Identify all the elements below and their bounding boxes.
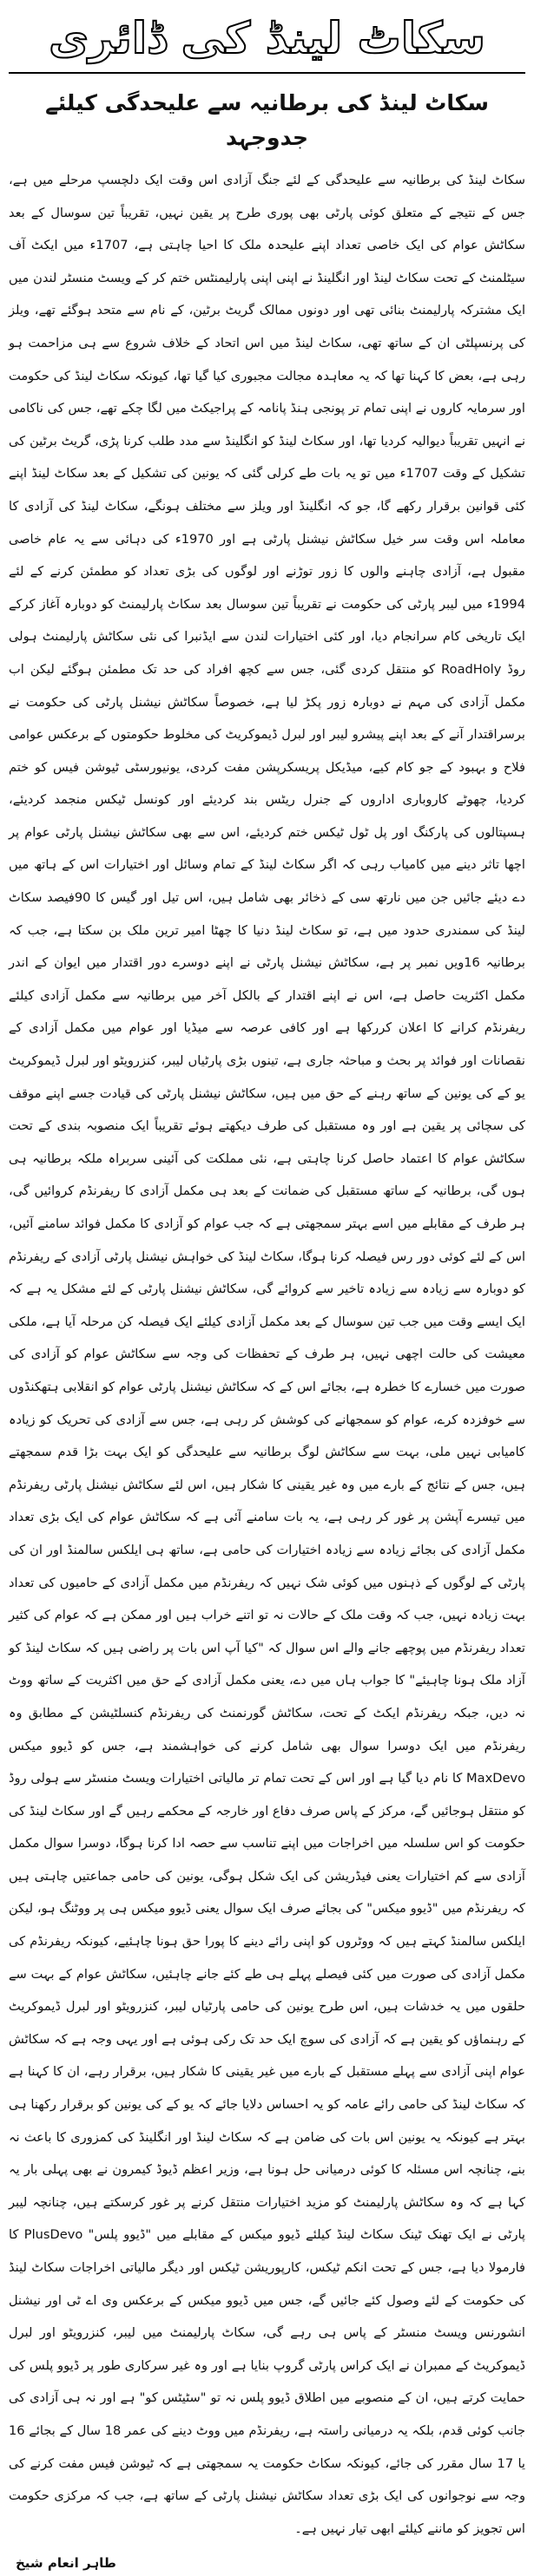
article-body xyxy=(9,164,525,2545)
page xyxy=(0,7,534,2572)
masthead xyxy=(9,7,525,74)
author-byline: طاہر انعام شیخ xyxy=(16,2555,116,2572)
masthead-title: سکاٹ لینڈ کی ڈائری xyxy=(49,13,485,63)
article-headline: سکاٹ لینڈ کی برطانیہ سے علیحدگی کیلئے جدوجہد xyxy=(45,90,489,150)
article-paragraph: سکاٹ لینڈ کی برطانیہ سے علیحدگی کے لئے جنگ آزادی اس وقت ایک دلچسپ مرحلے میں ہے، جس کے نتیجے کے متعلق کوئی پارٹی بھی پوری طرح پر یقین نہیں، تقریباً تین سوسال کے بعد سکاٹش عوام کی ایک خاصی تعداد اپنے علیحدہ ملک کا احیا چاہتی ہے، 1707ء میں ایکٹ آف سیٹلمنٹ کے تحت سکاٹ لینڈ اور انگلینڈ نے اپنی اپنی پارلیمنٹس ختم کر کے ویسٹ منسٹر لندن میں ایک مشترکہ پارلیمنٹ بنائی تھی اور دونوں ممالک گریٹ برٹین، کے نام سے متحد ہوگئے تھے، ویلز کی پرنسپلٹی ان کے ساتھ تھی، سکاٹ لینڈ میں اس اتحاد کے خلاف شروع سے ہی مزاحمت ہو رہی ہے، بعض کا کہنا تھا کہ یہ معاہدہ مجالت مجبوری کیا گیا تھا، کیونکہ سکاٹ لینڈ کی حکومت اور سرمایہ کاروں نے اپنی تمام تر پونجی ہنڈ پانامہ کے پراجیکٹ میں لگا چکے تھے، جس کی ناکامی نے انہیں تقریباً دیوالیہ کردیا تھا، اور سکاٹ لینڈ کو انگلینڈ سے مدد طلب کرنا پڑی، گریٹ برٹین کی تشکیل کے وقت 1707ء میں تو یہ بات طے کرلی گئی کہ یونین کی تشکیل کے بعد سکاٹ لینڈ اپنے کئی قوانین برقرار رکھے گا، جو کہ انگلینڈ اور ویلز سے مختلف ہونگے، سکاٹ لینڈ کی آزادی کا معاملہ اس وقت سر خیل سکاٹش نیشنل پارٹی ہے اور 1970ء کی دہائی سے یہ عام خاصی مقبول ہے، آزادی چاہنے والوں کا زور توڑنے اور لوگوں کی بڑی تعداد کو مطمئن کرنے کے لئے 1994ء میں لیبر پارٹی کی حکومت نے تقریباً تین سوسال بعد سکاٹ پارلیمنٹ کو دوبارہ آغاز کرکے ایک تاریخی کام سرانجام دیا، اور کئی اختیارات لندن سے ایڈنبرا کی نئی سکاٹش پارلیمنٹ ہولی روڈ RoadHoly کو منتقل کردی گئی، جس سے کچھ افراد کی حد تک مطمئن ہوگئے لیکن اب مکمل آزادی کی مہم نے دوبارہ زور پکڑ لیا ہے، خصوصاً سکاٹش نیشنل پارٹی کی حکومت نے برسراقتدار آنے کے بعد اپنے پیشرو لیبر اور لبرل ڈیموکریٹ کی مخلوط حکومتوں کے برعکس عوامی فلاح و بہبود کے جو کام کیے، میڈیکل پریسکرپشن مفت کردی، یونیورسٹی ٹیوشن فیس کو ختم کردیا، چھوٹے کاروباری اداروں کے جنرل ریٹس بند کردیئے اور کونسل ٹیکس منجمد کردیئے، ہسپتالوں کی پارکنگ اور پل ٹول ٹیکس ختم کردیئے، اس سے بھی سکاٹش نیشنل پارٹی عوام پر اچھا تاثر دینے میں کامیاب رہی کہ اگر سکاٹ لینڈ کے تمام وسائل اور اختیارات اس کے ہاتھ میں دے دیئے جائیں جن میں نارتھ سی کے ذخائر بھی شامل ہیں، اس تیل اور گیس کا 90فیصد سکاٹ لینڈ کی سمندری حدود میں ہے، تو سکاٹ لینڈ دنیا کا چھٹا امیر ترین ملک بن سکتا ہے، جب کہ برطانیہ 16ویں نمبر پر ہے، سکاٹش نیشنل پارٹی نے اپنے دوسرے دور اقتدار میں ایوان کے اندر مکمل اکثریت حاصل ہے، اس نے اپنے اقتدار کے بالکل آخر میں برطانیہ سے مکمل آزادی کیلئے ریفرنڈم کرانے کا اعلان کررکھا ہے اور کافی عرصہ سے میڈیا اور عوام میں مکمل آزادی کے نقصانات اور فوائد پر بحث و مباحثہ جاری ہے، تینوں بڑی پارٹیاں لیبر، کنزرویٹو اور لبرل ڈیموکریٹ یو کے کی یونین کے ساتھ رہنے کے حق میں ہیں، سکاٹش نیشنل پارٹی کی قیادت جسے اپنے موقف کی سچائی پر یقین ہے اور وہ مستقبل کی طرف دیکھتے ہوئے تقریباً ایک منصوبہ بندی کے تحت سکاٹش عوام کا اعتماد حاصل کرنا چاہتی ہے، نئی مملکت کی آئینی سربراہ ملکہ برطانیہ ہی ہوں گی، برطانیہ کے ساتھ مستقبل کی ضمانت کے بعد ہی مکمل آزادی کا ریفرنڈم کروائیں گی، ہر طرف کے مقابلے میں اسے بہتر سمجھتی ہے کہ جب عوام کو آزادی کا مکمل فوائد سامنے آئیں، اس کے لئے کوئی دور رس فیصلہ کرنا ہوگا، سکاٹ لینڈ کی خواہش نیشنل پارٹی آزادی کے ریفرنڈم کو دوبارہ سے زیادہ سے زیادہ تاخیر سے کروائے گی، سکاٹش نیشنل پارٹی کے لئے مشکل یہ ہے کہ ایک ایسے وقت میں جب تین سوسال کے بعد مکمل آزادی کیلئے ایک فیصلہ کن مرحلہ آیا ہے، ملکی معیشت کی حالت اچھی نہیں، ہر طرف کے تحفظات کی وجہ سے سکاٹش عوام کو آزادی کی صورت میں خسارے کا خطرہ ہے، بجائے اس کے کہ سکاٹش نیشنل پارٹی عوام کو انقلابی ہتھکنڈوں سے خوفزدہ کرے، عوام کو سمجھانے کی کوشش کر رہی ہے، جس سے آزادی کی تحریک کو زیادہ کامیابی نہیں ملی، بہت سے سکاٹش لوگ برطانیہ سے علیحدگی کو ایک بہت بڑا قدم سمجھتے ہیں، جس کے نتائج کے بارے میں وہ غیر یقینی کا شکار ہیں، اس لئے سکاٹش نیشنل پارٹی ریفرنڈم میں تیسرے آپشن پر غور کر رہی ہے، یہ بات سامنے آئی ہے کہ سکاٹش عوام کی ایک بڑی تعداد مکمل آزادی کی بجائے زیادہ سے زیادہ اختیارات کی حامی ہے، ساتھ ہی ایلکس سالمنڈ اور ان کی پارٹی کے لوگوں کے ذہنوں میں کوئی شک نہیں کہ ریفرنڈم میں مکمل آزادی کے حامیوں کی تعداد بہت زیادہ نہیں، جب کہ وقت ملک کے حالات نہ تو اتنے خراب ہیں اور ممکن ہے کہ عوام کی کثیر تعداد ریفرنڈم میں پوچھے جانے والے اس سوال کہ "کیا آپ اس بات پر راضی ہیں کہ سکاٹ لینڈ کو آزاد ملک ہونا چاہیئے" کا جواب ہاں میں دے، یعنی مکمل آزادی کے حق میں اکثریت کے ساتھ ووٹ نہ دیں، جبکہ ریفرنڈم ایکٹ کے تحت، سکاٹش گورنمنٹ کی ریفرنڈم کنسلٹیشن کے مطابق وہ ریفرنڈم میں ایک دوسرا سوال بھی شامل کرنے کی خواہشمند ہے، جس کو ڈیوو میکس MaxDevo کا نام دیا گیا ہے اور اس کے تحت تمام تر مالیاتی اختیارات ویسٹ منسٹر سے ہولی روڈ کو منتقل ہوجائیں گے، مرکز کے پاس صرف دفاع اور خارجہ کے محکمے رہیں گے اور سکاٹ لینڈ کی حکومت کو اس سلسلہ میں اخراجات میں اپنے تناسب سے حصہ ادا کرنا ہوگا، دوسرا سوال مکمل آزادی سے کم اختیارات یعنی فیڈریشن کی ایک شکل ہوگی، یونین کی حامی جماعتیں چاہتی ہیں کہ ریفرنڈم میں "ڈیوو میکس" کی بجائے صرف ایک سوال یعنی ڈیوو میکس ہی پر ووٹنگ ہو، لیکن ایلکس سالمنڈ کہتے ہیں کہ ووٹروں کو اپنی رائے دینے کا پورا حق ہونا چاہئیے، کیونکہ ریفرنڈم کی مکمل آزادی کی صورت میں کئی فیصلے پہلے ہی طے کئے جانے چاہئیں، سکاٹش عوام کے بہت سے حلقوں میں یہ خدشات ہیں، اس طرح یونین کی حامی پارٹیاں لیبر، کنزرویٹو اور لبرل ڈیموکریٹ کے رہنماؤں کو یقین ہے کہ آزادی کی سوچ ایک حد تک رکی ہوئی ہے اور یہی وجہ ہے کہ سکاٹش عوام اپنی آزادی سے پہلے مستقبل کے بارے میں غیر یقینی کا شکار ہیں، برقرار رہے، ان کا کہنا ہے کہ سکاٹ لینڈ کی حامی رائے عامہ کو یہ احساس دلایا جائے کہ یو کے کی یونین کو برقرار رکھنا ہی بہتر ہے کیونکہ یہ یونین اس بات کی ضامن ہے کہ سکاٹ لینڈ اور انگلینڈ کی کمزوری کا باعث نہ بنے، چنانچہ اس مسئلہ کا کوئی درمیانی حل ہونا ہے، وزیر اعظم ڈیوڈ کیمرون نے بھی پہلی بار یہ کہا ہے کہ وہ سکاٹش پارلیمنٹ کو مزید اختیارات منتقل کرنے پر غور کرسکتے ہیں، چنانچہ لیبر پارٹی نے ایک تھنک ٹینک سکاٹ لینڈ کیلئے ڈیوو میکس کے مقابلے میں "ڈیوو پلس" PlusDevo کا فارمولا دیا ہے، جس کے تحت انکم ٹیکس، کارپوریشن ٹیکس اور دیگر مالیاتی اخراجات سکاٹ لینڈ کی حکومت کے لئے وصول کئے جائیں گے، جس میں ڈیوو میکس کے برعکس وی اے ٹی اور نیشنل انشورنس ویسٹ منسٹر کے پاس ہی رہے گی، سکاٹ پارلیمنٹ میں لیبر، کنزرویٹو اور لبرل ڈیموکریٹ کے ممبران نے ایک کراس پارٹی گروپ بنایا ہے اور وہ غیر سرکاری طور پر ڈیوو پلس کی حمایت کرتے ہیں، ان کے منصوبے میں اطلاق ڈیوو پلس نہ تو "سٹیٹس کو" ہے اور نہ ہی آزادی کی جانب کوئی قدم، بلکہ یہ درمیانی راستہ ہے، ریفرنڈم میں ووٹ دینے کی عمر 18 سال کے بجائے 16 یا 17 سال مقرر کی جائے، کیونکہ سکاٹ حکومت یہ سمجھتی ہے کہ ٹیوشن فیس مفت کرنے کی وجہ سے نوجوانوں کی ایک بڑی تعداد سکاٹش نیشنل پارٹی کے ساتھ ہے، جب کہ مرکزی حکومت اس تجویز کو ماننے کیلئے ابھی تیار نہیں ہے۔ xyxy=(9,173,525,2536)
